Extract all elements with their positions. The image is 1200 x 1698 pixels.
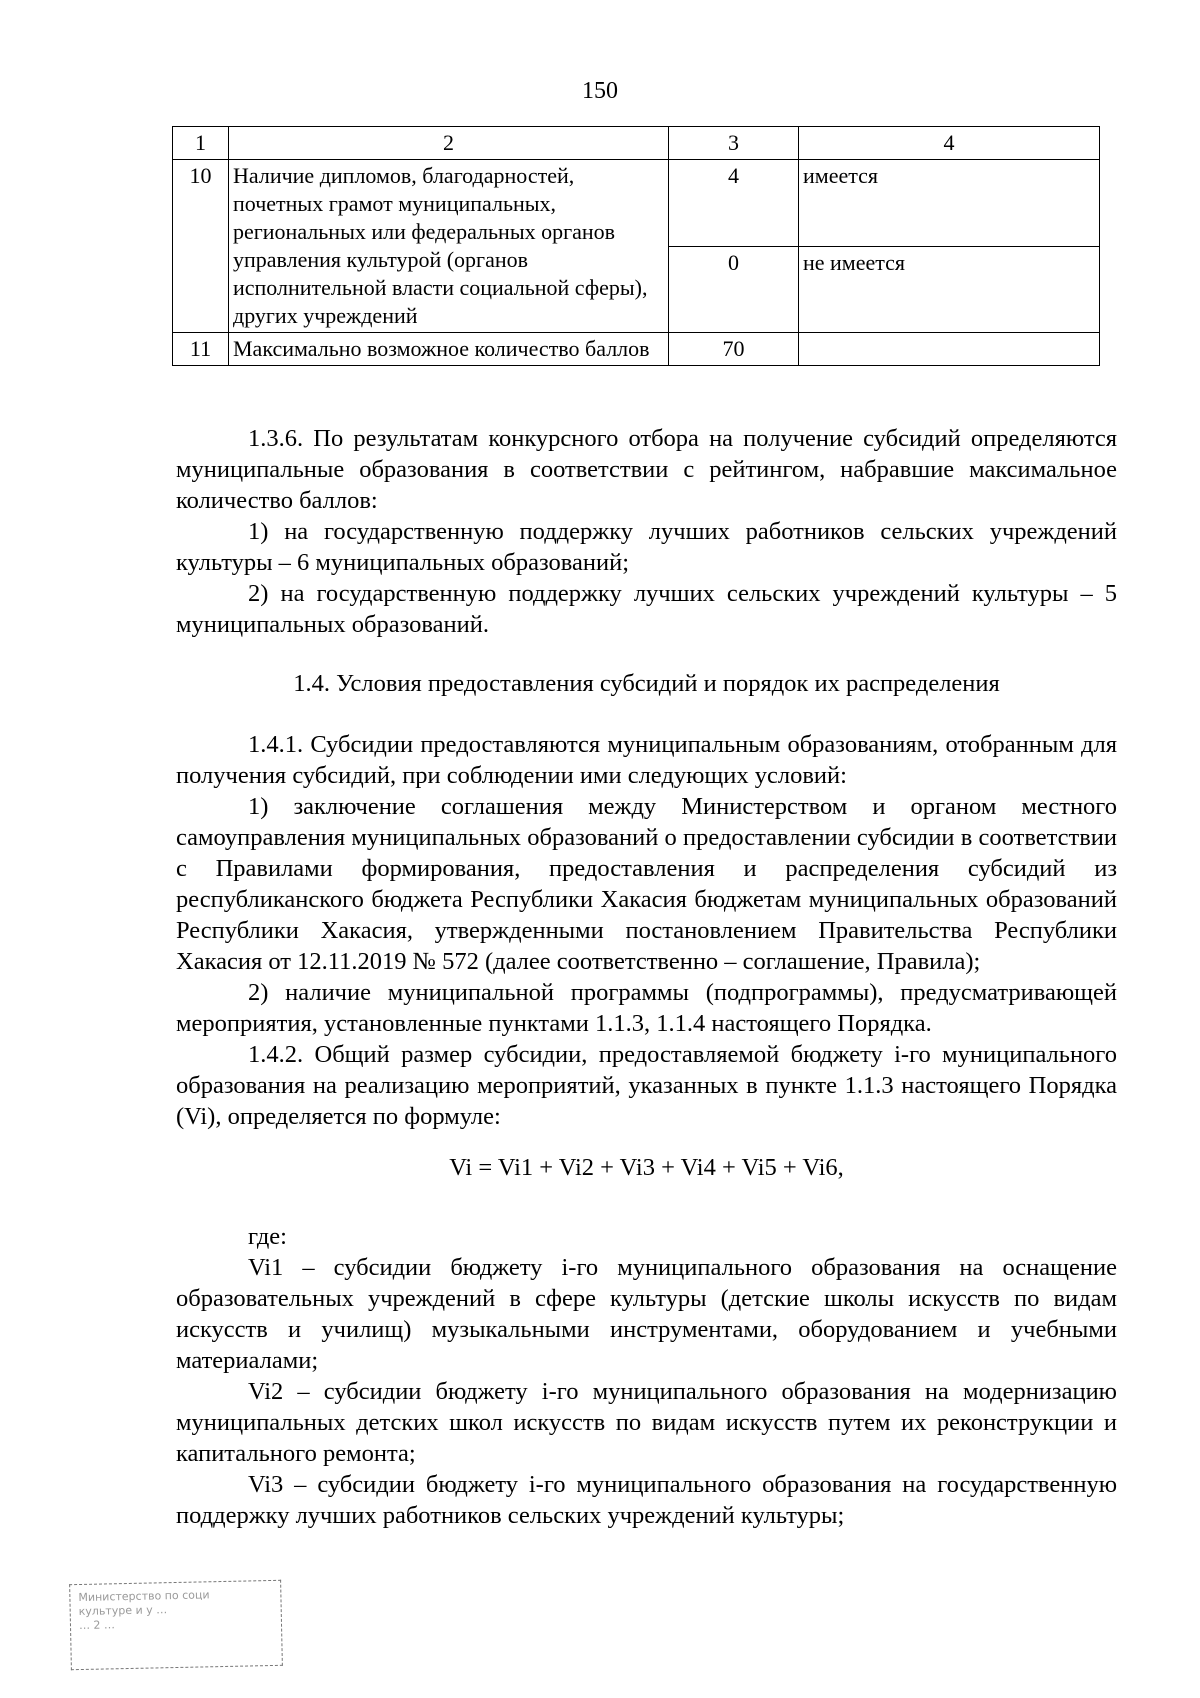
header-cell-1: 1 <box>173 127 229 160</box>
paragraph: 2) наличие муниципальной программы (подпрограммы), предусматривающей мероприятия, установленные пунктами 1.1.3, 1.1.4 настоящего Порядка. <box>176 979 1117 1037</box>
stamp-line: … 2 … <box>78 1618 116 1633</box>
document-body <box>176 423 1117 1531</box>
score-cell: 70 <box>669 333 799 366</box>
paragraph: Vi3 – субсидии бюджету i-го муниципального образования на государственную поддержку лучших работников сельских учреждений культуры; <box>176 1471 1117 1529</box>
header-cell-2: 2 <box>229 127 669 160</box>
ministry-stamp <box>69 1580 283 1670</box>
paragraph: 1) на государственную поддержку лучших работников сельских учреждений культуры – 6 муниципальных образований; <box>176 518 1117 576</box>
paragraph: 1.3.6. По результатам конкурсного отбора на получение субсидий определяются муниципальные образования в соответствии с рейтингом, набравшие максимальное количество баллов: <box>176 425 1117 514</box>
score-cell: 0 <box>669 246 799 333</box>
value-cell <box>799 333 1100 366</box>
page-number: 150 <box>582 78 618 104</box>
table-row <box>173 160 1100 247</box>
paragraph: Vi1 – субсидии бюджету i-го муниципального образования на оснащение образовательных учреждений в сфере культуры (детские школы искусств по видам искусств и училищ) музыкальными инструментами, оборудованием и учебными материалами; <box>176 1254 1117 1374</box>
row-number: 11 <box>173 333 229 366</box>
paragraph: где: <box>248 1223 287 1250</box>
section-heading: 1.4. Условия предоставления субсидий и порядок их распределения <box>293 670 1000 697</box>
value-cell: имеется <box>799 160 1100 247</box>
paragraph: Vi2 – субсидии бюджету i-го муниципального образования на модернизацию муниципальных детских школ искусств по видам искусств путем их реконструкции и капитального ремонта; <box>176 1378 1117 1467</box>
paragraph: 1.4.1. Субсидии предоставляются муниципальным образованиям, отобранным для получения субсидий, при соблюдении ими следующих условий: <box>176 731 1117 789</box>
value-cell: не имеется <box>799 246 1100 333</box>
stamp-line: Министерство по соци <box>78 1588 210 1605</box>
paragraph: 2) на государственную поддержку лучших сельских учреждений культуры – 5 муниципальных образований. <box>176 580 1117 638</box>
criteria-table <box>172 126 1100 366</box>
table-row <box>173 333 1100 366</box>
paragraph: 1) заключение соглашения между Министерством и органом местного самоуправления муниципальных образований о предоставлении субсидии в соответствии с Правилами формирования, предоставления и распределения субсидий из республиканского бюджета Республики Хакасия бюджетам муниципальных образований Республики Хакасия, утвержденными постановлением Правительства Республики Хакасия от 12.11.2019 № 572 (далее соответственно – соглашение, Правила); <box>176 793 1117 975</box>
paragraph: 1.4.2. Общий размер субсидии, предоставляемой бюджету i-го муниципального образования на реализацию мероприятий, указанных в пункте 1.1.3 настоящего Порядка (Vi), определяется по формуле: <box>176 1041 1117 1130</box>
table-header-row <box>173 127 1100 160</box>
criterion-text: Максимально возможное количество баллов <box>229 333 669 366</box>
stamp-line: культуре и у … <box>78 1603 168 1619</box>
header-cell-4: 4 <box>799 127 1100 160</box>
score-cell: 4 <box>669 160 799 247</box>
formula: Vi = Vi1 + Vi2 + Vi3 + Vi4 + Vi5 + Vi6, <box>449 1154 844 1181</box>
criterion-text: Наличие дипломов, благодарностей, почетных грамот муниципальных, региональных или федеральных органов управления культурой (органов исполнительной власти социальной сферы), других учреждений <box>229 160 669 333</box>
row-number: 10 <box>173 160 229 333</box>
header-cell-3: 3 <box>669 127 799 160</box>
